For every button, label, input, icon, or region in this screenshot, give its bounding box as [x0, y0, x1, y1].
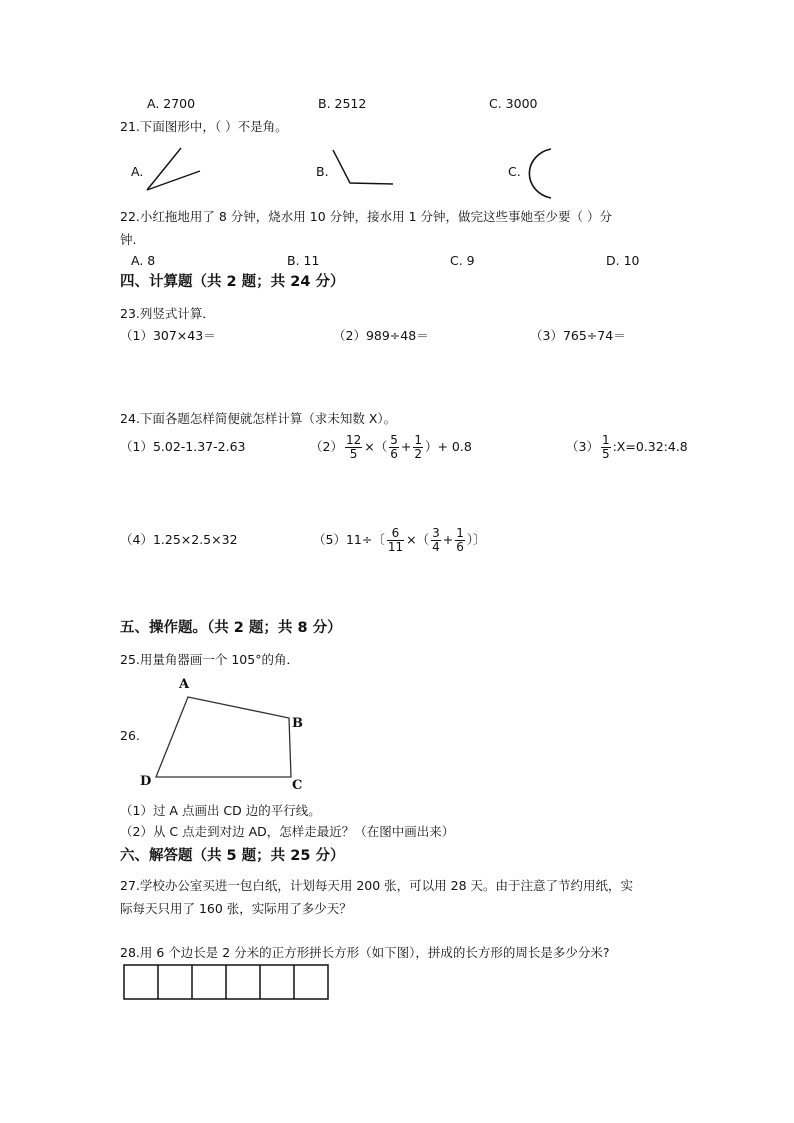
q23-question: 23.列竖式计算． [120, 306, 215, 321]
q24-part-3-prefix: （3） [566, 439, 599, 454]
q20-option-c: C. 3000 [489, 96, 538, 111]
fraction-numerator: 6 [387, 527, 404, 541]
fraction-denominator: 6 [456, 540, 464, 554]
fraction-numerator: 1 [414, 433, 422, 447]
q20-option-b: B. 2512 [318, 96, 367, 111]
q21-figure-a-angle [147, 148, 200, 190]
q24-question: 24.下面各题怎样简便就怎样计算（求未知数 X）。 [120, 411, 397, 426]
q24-part-5-suffix: ）〕 [466, 532, 486, 547]
fraction-numerator: 5 [390, 433, 398, 447]
q27-question-line2: 际每天只用了 160 张，实际用了多少天？ [120, 901, 352, 916]
q22-option-b: B. 11 [287, 253, 320, 268]
q21-option-b-label: B. [316, 164, 329, 179]
fraction-denominator: 5 [349, 447, 358, 461]
fraction-numerator: 1 [601, 433, 610, 447]
q24-part-5-prefix: （5）11÷〔 [313, 532, 385, 547]
q26-vertex-b: B [292, 716, 303, 731]
q24-part-1: （1）5.02-1.37-2.63 [120, 439, 246, 454]
q24-part-2-fraction-2 [389, 434, 399, 461]
q26-vertex-a: A [179, 677, 190, 692]
q24-part-5 [313, 523, 486, 557]
q26-part-1: （1）过 A 点画出 CD 边的平行线。 [120, 803, 321, 818]
q21-option-a-label: A. [131, 164, 144, 179]
q24-part-2-fraction-3 [413, 434, 423, 461]
q24-part-2 [310, 430, 472, 464]
q24-part-2-fraction-1 [345, 434, 362, 461]
q24-part-5-fraction-3 [455, 527, 465, 554]
q24-part-3-suffix: :X=0.32:4.8 [612, 439, 688, 454]
q22-question-line1: 22.小红拖地用了 8 分钟，烧水用 10 分钟，接水用 1 分钟，做完这些事她至少要（ ）分 [120, 209, 613, 224]
q24-part-3-fraction [601, 434, 611, 461]
q22-option-d: D. 10 [606, 253, 640, 268]
q24-part-5-plus: + [442, 532, 454, 547]
q24-part-2-suffix: ）+ 0.8 [424, 439, 472, 454]
q22-question-line2: 钟. [120, 232, 137, 247]
fraction-denominator: 11 [387, 540, 404, 554]
q20-option-a: A. 2700 [147, 96, 196, 111]
fraction-denominator: 4 [432, 540, 440, 554]
q27-question-line1: 27.学校办公室买进一包白纸，计划每天用 200 张，可以用 28 天。由于注意了节约用纸，实 [120, 878, 634, 893]
q26-vertex-c: C [292, 778, 303, 793]
fraction-numerator: 3 [432, 526, 440, 540]
section-4-title: 四、计算题（共 2 题；共 24 分） [120, 274, 345, 290]
q24-part-4: （4）1.25×2.5×32 [120, 532, 238, 547]
q22-option-a: A. 8 [131, 253, 156, 268]
q21-figure-b-angle [333, 150, 393, 184]
q23-part-3: （3）765÷74＝ [530, 328, 626, 343]
fraction-numerator: 1 [456, 526, 464, 540]
q21-option-c-label: C. [508, 164, 521, 179]
q21-figure-c-arc [529, 149, 551, 198]
q26-quadrilateral [156, 697, 291, 777]
q24-part-2-prefix: （2） [310, 439, 343, 454]
q22-option-c: C. 9 [450, 253, 475, 268]
q25-question: 25.用量角器画一个 105°的角． [120, 652, 299, 667]
fraction-denominator: 2 [414, 447, 422, 461]
q26-vertex-d: D [140, 774, 152, 789]
q28-question: 28.用 6 个边长是 2 分米的正方形拼长方形（如下图），拼成的长方形的周长是多少分米? [120, 945, 610, 960]
q24-part-5-fraction-1 [387, 527, 404, 554]
q24-part-2-plus: + [400, 439, 412, 454]
q28-squares-row [124, 965, 328, 999]
q24-part-5-operator: ×（ [406, 532, 430, 547]
fraction-denominator: 5 [601, 447, 610, 461]
q26-part-2: （2）从 C 点走到对边 AD，怎样走最近？（在图中画出来） [120, 824, 455, 839]
q23-part-2: （2）989÷48＝ [333, 328, 429, 343]
q24-part-2-operator: ×（ [364, 439, 388, 454]
section-5-title: 五、操作题。（共 2 题；共 8 分） [120, 620, 342, 636]
q23-part-1: （1）307×43＝ [120, 328, 216, 343]
q26-number: 26. [120, 728, 140, 743]
fraction-numerator: 12 [345, 433, 362, 447]
q21-question: 21.下面图形中，（ ）不是角。 [120, 119, 288, 134]
q24-part-3 [566, 430, 688, 464]
fraction-denominator: 6 [390, 447, 398, 461]
section-6-title: 六、解答题（共 5 题；共 25 分） [120, 848, 345, 864]
q24-part-5-fraction-2 [431, 527, 441, 554]
